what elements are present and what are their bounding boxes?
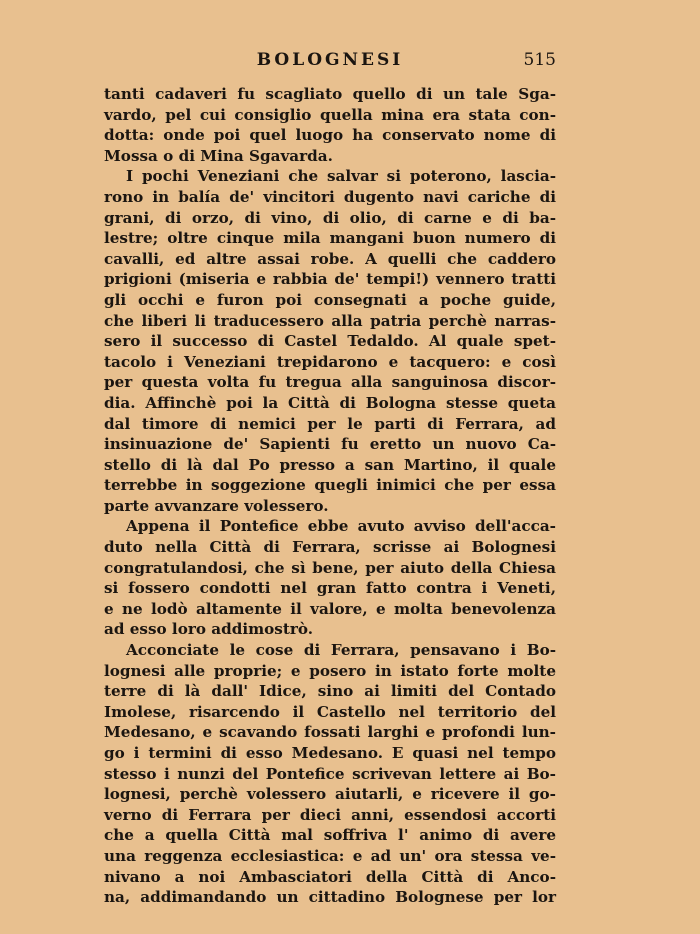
text-line: na, addimandando un cittadino Bolognese per lor: [104, 888, 556, 907]
text-line: cavalli, ed altre assai robe. A quelli che caddero: [104, 249, 556, 268]
text-line: tacolo i Veneziani trepidarono e tacquero: e così: [104, 352, 556, 371]
text-line: terrebbe in soggezione quegli inimici che per essa: [104, 476, 556, 495]
text-line: sero il successo di Castel Tedaldo. Al quale spet-: [104, 332, 556, 351]
text-line: lestre; oltre cinque mila mangani buon numero di: [104, 229, 556, 248]
text-line: e ne lodò altamente il valore, e molta benevolenza: [104, 599, 556, 618]
text-line: nivano a noi Ambasciatori della Città di Anco-: [104, 867, 556, 886]
text-line: stello di là dal Po presso a san Martino, il quale: [104, 455, 556, 474]
page-number: 515: [523, 50, 556, 70]
text-line: si fossero condotti nel gran fatto contra i Veneti,: [104, 579, 556, 598]
text-line: per questa volta fu tregua alla sanguinosa discor-: [104, 373, 556, 392]
text-line: ad esso loro addimostrò.: [104, 620, 314, 639]
text-line: che liberi li traducessero alla patria perchè narras-: [104, 311, 556, 330]
body-text: [104, 84, 556, 908]
running-title: BOLOGNESI: [256, 50, 404, 70]
text-line: prigioni (miseria e rabbia de' tempi!) vennero tratti: [104, 270, 556, 289]
text-line: grani, di orzo, di vino, di olio, di carne e di ba-: [104, 208, 556, 227]
text-line: gli occhi e furon poi consegnati a poche guide,: [104, 290, 556, 309]
text-line: Acconciate le cose di Ferrara, pensavano i Bo-: [126, 641, 556, 660]
text-line: dia. Affinchè poi la Città di Bologna stesse queta: [104, 393, 556, 412]
text-line: che a quella Città mal soffriva l' animo di avere: [104, 826, 556, 845]
running-head: [104, 50, 556, 74]
text-line: tanti cadaveri fu scagliato quello di un tale Sga-: [104, 85, 556, 103]
text-line: Mossa o di Mina Sgavarda.: [104, 146, 333, 165]
text-line: Imolese, risarcendo il Castello nel territorio del: [104, 702, 556, 721]
text-line: verno di Ferrara per dieci anni, essendosi accorti: [104, 805, 556, 824]
text-line: insinuazione de' Sapienti fu eretto un nuovo Ca-: [104, 435, 556, 454]
text-line: una reggenza ecclesiastica: e ad un' ora stessa ve-: [104, 846, 556, 865]
text-line: dotta: onde poi quel luogo ha conservato nome di: [104, 126, 556, 145]
text-line: Medesano, e scavando fossati larghi e profondi lun-: [104, 723, 556, 742]
text-line: duto nella Città di Ferrara, scrisse ai Bolognesi: [104, 538, 556, 557]
text-line: lognesi alle proprie; e posero in istato forte molte: [104, 661, 556, 680]
text-line: I pochi Veneziani che salvar si poterono, lascia-: [126, 167, 556, 186]
text-line: rono in balía de' vincitori dugento navi cariche di: [104, 187, 556, 206]
text-line: terre di là dall' Idice, sino ai limiti del Contado: [104, 682, 556, 701]
text-line: stesso i nunzi del Pontefice scrivevan lettere ai Bo-: [104, 764, 556, 783]
text-line: lognesi, perchè volessero aiutarli, e ricevere il go-: [104, 785, 556, 804]
text-line: parte avvanzare volessero.: [104, 496, 329, 515]
text-line: vardo, pel cui consiglio quella mina era stata con-: [104, 105, 556, 124]
text-line: dal timore di nemici per le parti di Ferrara, ad: [104, 414, 556, 433]
text-line: congratulandosi, che sì bene, per aiuto della Chiesa: [104, 558, 556, 577]
text-line: Appena il Pontefice ebbe avuto avviso dell'acca-: [126, 517, 556, 536]
text-line: go i termini di esso Medesano. E quasi nel tempo: [104, 744, 556, 762]
